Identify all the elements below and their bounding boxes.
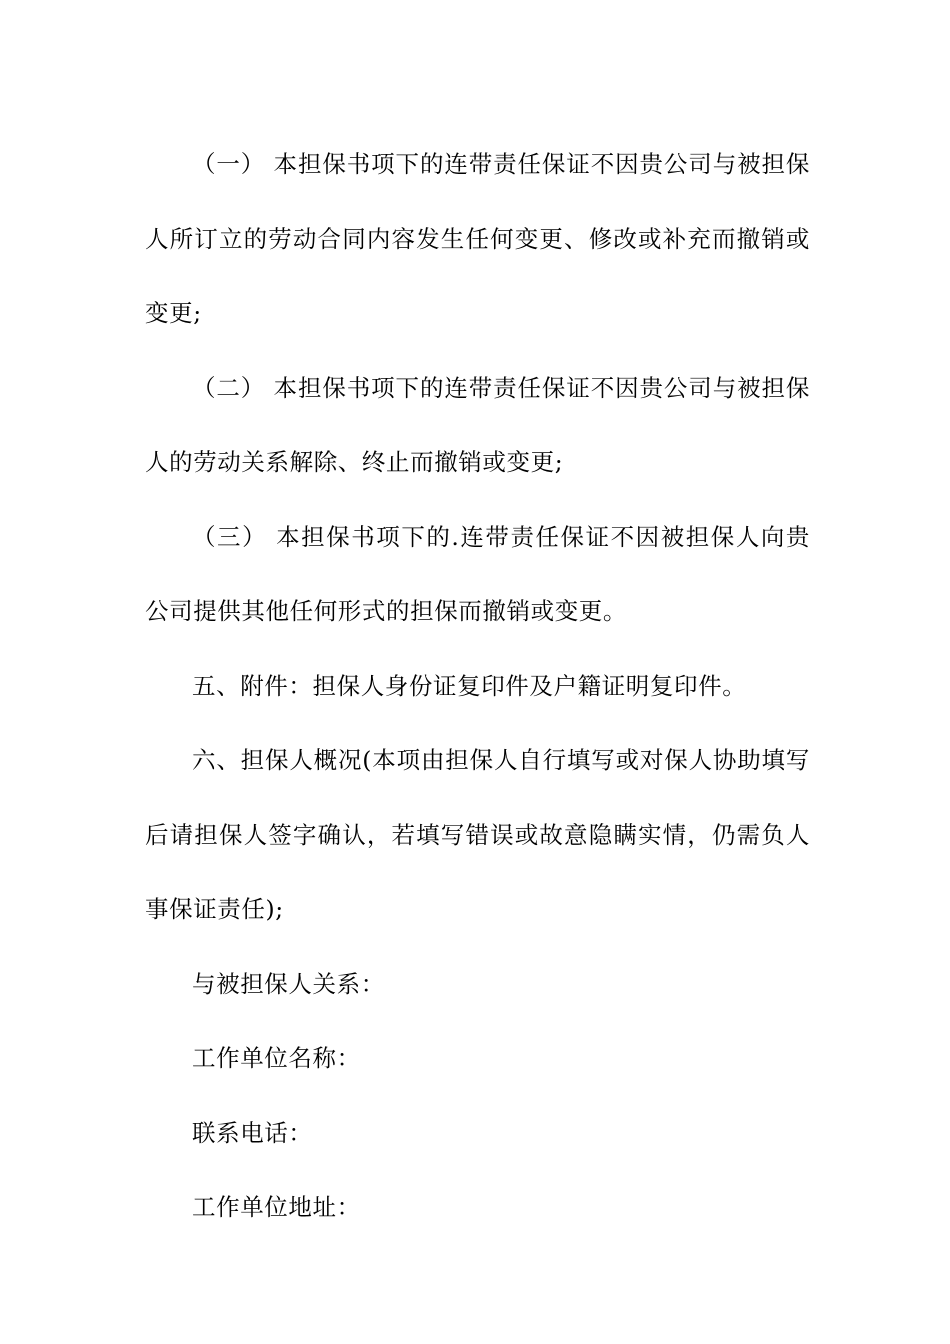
clause-one: （一） 本担保书项下的连带责任保证不因贵公司与被担保人所订立的劳动合同内容发生任何变更、修改或补充而撤销或变更; [145,150,810,327]
document-body [145,127,810,1245]
field-employer-name: 工作单位名称： [192,1044,361,1072]
field-employer-address: 工作单位地址： [192,1193,361,1221]
clause-two: （二） 本担保书项下的连带责任保证不因贵公司与被担保人的劳动关系解除、终止而撤销或变更; [145,373,810,476]
field-phone: 联系电话： [192,1118,313,1147]
clause-three: （三） 本担保书项下的.连带责任保证不因被担保人向贵公司提供其他任何形式的担保而撤销或变更。 [145,522,810,625]
section-six-guarantor-overview: 六、担保人概况(本项由担保人自行填写或对保人协助填写后请担保人签字确认，若填写错误或故意隐瞒实情，仍需负人事保证责任); [145,746,810,923]
field-relationship: 与被担保人关系： [192,969,385,998]
section-five-attachments: 五、附件：担保人身份证复印件及户籍证明复印件。 [192,671,747,700]
